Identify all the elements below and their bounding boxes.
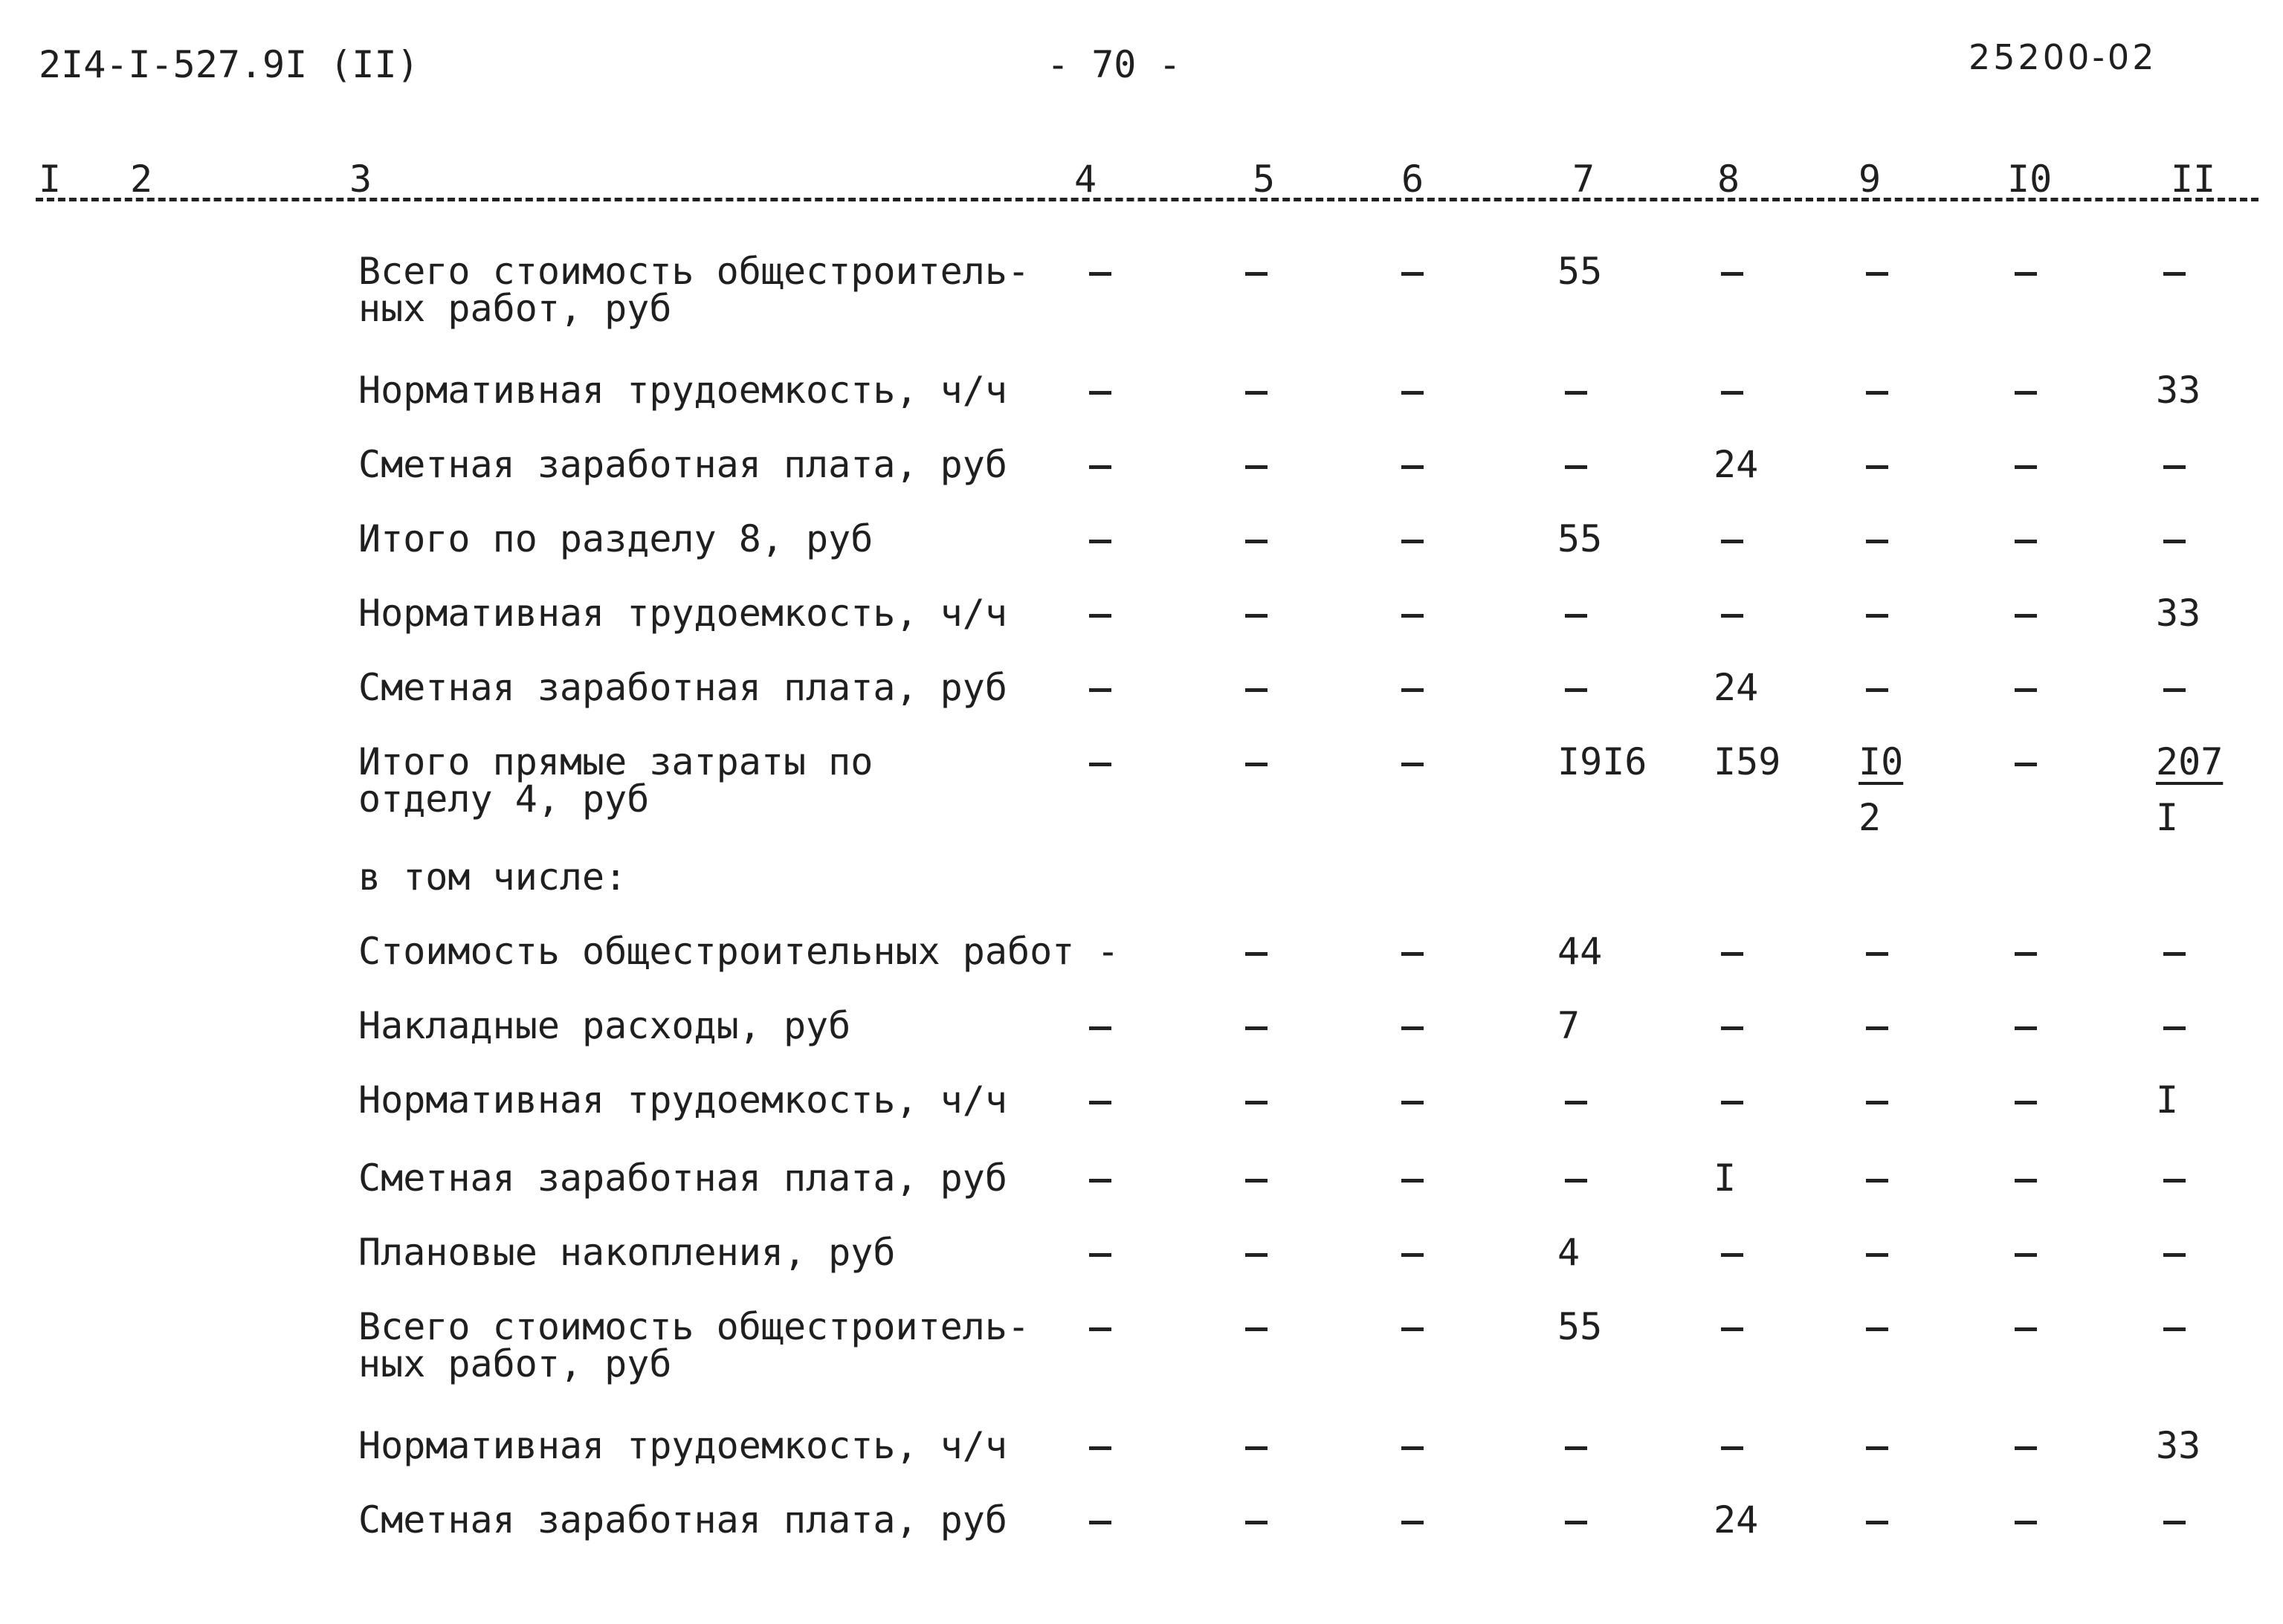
column-number: 6: [1401, 158, 1424, 201]
value-cell: I0: [1859, 740, 1904, 783]
empty-cell-dash: [1866, 1327, 1888, 1331]
empty-cell-dash: [1866, 1026, 1888, 1030]
empty-cell-dash: [1089, 272, 1111, 276]
empty-cell-dash: [2015, 688, 2037, 692]
value-cell-sub: 2: [1859, 796, 1882, 839]
empty-cell-dash: [1089, 763, 1111, 766]
empty-cell-dash: [1866, 1101, 1888, 1104]
empty-cell-dash: [1245, 465, 1268, 469]
empty-cell-dash: [1245, 1521, 1268, 1524]
empty-cell-dash: [1565, 688, 1587, 692]
empty-cell-dash: [1245, 688, 1268, 692]
empty-cell-dash: [1721, 1101, 1743, 1104]
empty-cell-dash: [2163, 1327, 2186, 1331]
table-row: [0, 369, 2283, 446]
column-number: 8: [1717, 158, 1740, 201]
empty-cell-dash: [2163, 1521, 2186, 1524]
value-cell: 33: [2156, 369, 2201, 412]
empty-cell-dash: [1866, 465, 1888, 469]
value-cell: 7: [1557, 1004, 1580, 1047]
value-cell: 55: [1557, 1305, 1603, 1348]
empty-cell-dash: [1401, 688, 1424, 692]
empty-cell-dash: [1721, 1253, 1743, 1257]
column-number: 2: [130, 158, 153, 201]
table-row: [0, 855, 2283, 933]
table-row: [0, 666, 2283, 743]
empty-cell-dash: [1089, 1521, 1111, 1524]
row-label: в том числе:: [358, 855, 627, 899]
empty-cell-dash: [1245, 391, 1268, 395]
empty-cell-dash: [1401, 614, 1424, 618]
row-label: Всего стоимость общестроитель-: [358, 1305, 1030, 1348]
empty-cell-dash: [1866, 540, 1888, 543]
empty-cell-dash: [1866, 272, 1888, 276]
value-cell: 33: [2156, 592, 2201, 635]
empty-cell-dash: [1401, 1026, 1424, 1030]
empty-cell-dash: [1089, 1026, 1111, 1030]
empty-cell-dash: [2015, 465, 2037, 469]
row-label: Нормативная трудоемкость, ч/ч: [358, 369, 1007, 412]
empty-cell-dash: [1089, 688, 1111, 692]
value-cell: 4: [1557, 1231, 1580, 1274]
table-row: [0, 250, 2283, 330]
empty-cell-dash: [1401, 1327, 1424, 1331]
row-label: ных работ, руб: [358, 1342, 672, 1385]
value-cell: I59: [1714, 740, 1781, 783]
value-cell: 55: [1557, 517, 1603, 560]
empty-cell-dash: [1401, 1521, 1424, 1524]
empty-cell-dash: [1721, 391, 1743, 395]
empty-cell-dash: [1721, 1327, 1743, 1331]
value-cell: 24: [1714, 443, 1759, 486]
value-cell: 24: [1714, 1498, 1759, 1541]
empty-cell-dash: [1565, 1446, 1587, 1450]
empty-cell-dash: [1401, 763, 1424, 766]
empty-cell-dash: [2015, 540, 2037, 543]
table-row: [0, 1004, 2283, 1081]
column-number: I: [39, 158, 62, 201]
value-cell: I: [2156, 1078, 2179, 1122]
empty-cell-dash: [1245, 952, 1268, 956]
empty-cell-dash: [1089, 465, 1111, 469]
empty-cell-dash: [1401, 272, 1424, 276]
row-label: Сметная заработная плата, руб: [358, 1156, 1007, 1200]
row-label: Итого по разделу 8, руб: [358, 517, 874, 560]
document-id: 25200-02: [1969, 37, 2157, 77]
value-cell: 55: [1557, 250, 1603, 293]
empty-cell-dash: [2015, 952, 2037, 956]
empty-cell-dash: [1089, 614, 1111, 618]
empty-cell-dash: [2163, 952, 2186, 956]
empty-cell-dash: [2163, 688, 2186, 692]
empty-cell-dash: [1401, 1253, 1424, 1257]
empty-cell-dash: [2015, 391, 2037, 395]
empty-cell-dash: [1245, 763, 1268, 766]
table-row: [0, 1078, 2283, 1156]
empty-cell-dash: [1401, 1101, 1424, 1104]
empty-cell-dash: [2163, 540, 2186, 543]
value-cell: 24: [1714, 666, 1759, 709]
table-row: [0, 740, 2283, 839]
empty-cell-dash: [2015, 1521, 2037, 1524]
empty-cell-dash: [2015, 272, 2037, 276]
empty-cell-dash: [1866, 614, 1888, 618]
value-cell: I9I6: [1557, 740, 1647, 783]
empty-cell-dash: [1866, 1253, 1888, 1257]
row-label: Накладные расходы, руб: [358, 1004, 851, 1047]
empty-cell-dash: [1565, 391, 1587, 395]
empty-cell-dash: [2163, 272, 2186, 276]
empty-cell-dash: [2163, 1253, 2186, 1257]
column-number: 5: [1253, 158, 1276, 201]
column-number: I0: [2007, 158, 2053, 201]
row-label: Нормативная трудоемкость, ч/ч: [358, 1078, 1007, 1122]
empty-cell-dash: [2163, 1179, 2186, 1183]
empty-cell-dash: [1245, 1253, 1268, 1257]
empty-cell-dash: [1721, 614, 1743, 618]
empty-cell-dash: [2015, 763, 2037, 766]
empty-cell-dash: [1401, 540, 1424, 543]
empty-cell-dash: [1089, 1327, 1111, 1331]
empty-cell-dash: [1866, 688, 1888, 692]
empty-cell-dash: [2015, 1026, 2037, 1030]
empty-cell-dash: [1245, 272, 1268, 276]
empty-cell-dash: [1721, 272, 1743, 276]
empty-cell-dash: [1089, 391, 1111, 395]
row-label: ных работ, руб: [358, 287, 672, 330]
value-cell-sub: I: [2156, 796, 2179, 839]
empty-cell-dash: [1245, 1026, 1268, 1030]
row-label: Нормативная трудоемкость, ч/ч: [358, 592, 1007, 635]
empty-cell-dash: [1866, 952, 1888, 956]
empty-cell-dash: [2015, 1101, 2037, 1104]
table-row: [0, 517, 2283, 595]
empty-cell-dash: [2015, 1446, 2037, 1450]
table-row: [0, 1424, 2283, 1501]
empty-cell-dash: [1721, 1446, 1743, 1450]
empty-cell-dash: [2015, 1253, 2037, 1257]
table-row: [0, 930, 2283, 1007]
empty-cell-dash: [1866, 1521, 1888, 1524]
empty-cell-dash: [1245, 1327, 1268, 1331]
empty-cell-dash: [1565, 465, 1587, 469]
empty-cell-dash: [1866, 1446, 1888, 1450]
table-row: [0, 443, 2283, 520]
value-cell: I: [1714, 1156, 1737, 1200]
table-row: [0, 592, 2283, 669]
empty-cell-dash: [1245, 1446, 1268, 1450]
row-label: Сметная заработная плата, руб: [358, 443, 1007, 486]
empty-cell-dash: [1401, 1179, 1424, 1183]
table-row: [0, 1498, 2283, 1576]
column-number: 4: [1074, 158, 1097, 201]
row-label: Сметная заработная плата, руб: [358, 1498, 1007, 1541]
empty-cell-dash: [2015, 1327, 2037, 1331]
table-row: [0, 1305, 2283, 1385]
value-cell: 207: [2156, 740, 2224, 783]
empty-cell-dash: [1866, 391, 1888, 395]
column-number: II: [2171, 158, 2216, 201]
empty-cell-dash: [1401, 952, 1424, 956]
empty-cell-dash: [1565, 1521, 1587, 1524]
empty-cell-dash: [1401, 391, 1424, 395]
row-label: отделу 4, руб: [358, 777, 650, 821]
empty-cell-dash: [1089, 1101, 1111, 1104]
row-label: Нормативная трудоемкость, ч/ч: [358, 1424, 1007, 1467]
column-number: 3: [349, 158, 372, 201]
row-label: Итого прямые затраты по: [358, 740, 874, 783]
empty-cell-dash: [1866, 1179, 1888, 1183]
column-number: 9: [1859, 158, 1882, 201]
empty-cell-dash: [1245, 1179, 1268, 1183]
empty-cell-dash: [1565, 1101, 1587, 1104]
empty-cell-dash: [2015, 614, 2037, 618]
empty-cell-dash: [1089, 1179, 1111, 1183]
row-label: Плановые накопления, руб: [358, 1231, 896, 1274]
table-row: [0, 1231, 2283, 1308]
empty-cell-dash: [2163, 465, 2186, 469]
header-dashed-rule: [36, 198, 2258, 201]
row-label: Сметная заработная плата, руб: [358, 666, 1007, 709]
empty-cell-dash: [1245, 614, 1268, 618]
table-row: [0, 1156, 2283, 1234]
empty-cell-dash: [1565, 614, 1587, 618]
row-label: Всего стоимость общестроитель-: [358, 250, 1030, 293]
value-cell: 33: [2156, 1424, 2201, 1467]
empty-cell-dash: [1565, 1179, 1587, 1183]
empty-cell-dash: [1089, 540, 1111, 543]
empty-cell-dash: [1721, 952, 1743, 956]
empty-cell-dash: [1089, 1253, 1111, 1257]
value-cell: 44: [1557, 930, 1603, 973]
document-code: 2I4-I-527.9I (II): [39, 43, 419, 86]
empty-cell-dash: [1721, 1026, 1743, 1030]
empty-cell-dash: [1245, 540, 1268, 543]
row-label: Стоимость общестроительных работ -: [358, 930, 1120, 973]
column-number: 7: [1572, 158, 1595, 201]
empty-cell-dash: [1401, 465, 1424, 469]
empty-cell-dash: [1721, 540, 1743, 543]
empty-cell-dash: [1089, 1446, 1111, 1450]
page-number: - 70 -: [1047, 43, 1181, 86]
empty-cell-dash: [2163, 1026, 2186, 1030]
empty-cell-dash: [2015, 1179, 2037, 1183]
empty-cell-dash: [1401, 1446, 1424, 1450]
empty-cell-dash: [1245, 1101, 1268, 1104]
